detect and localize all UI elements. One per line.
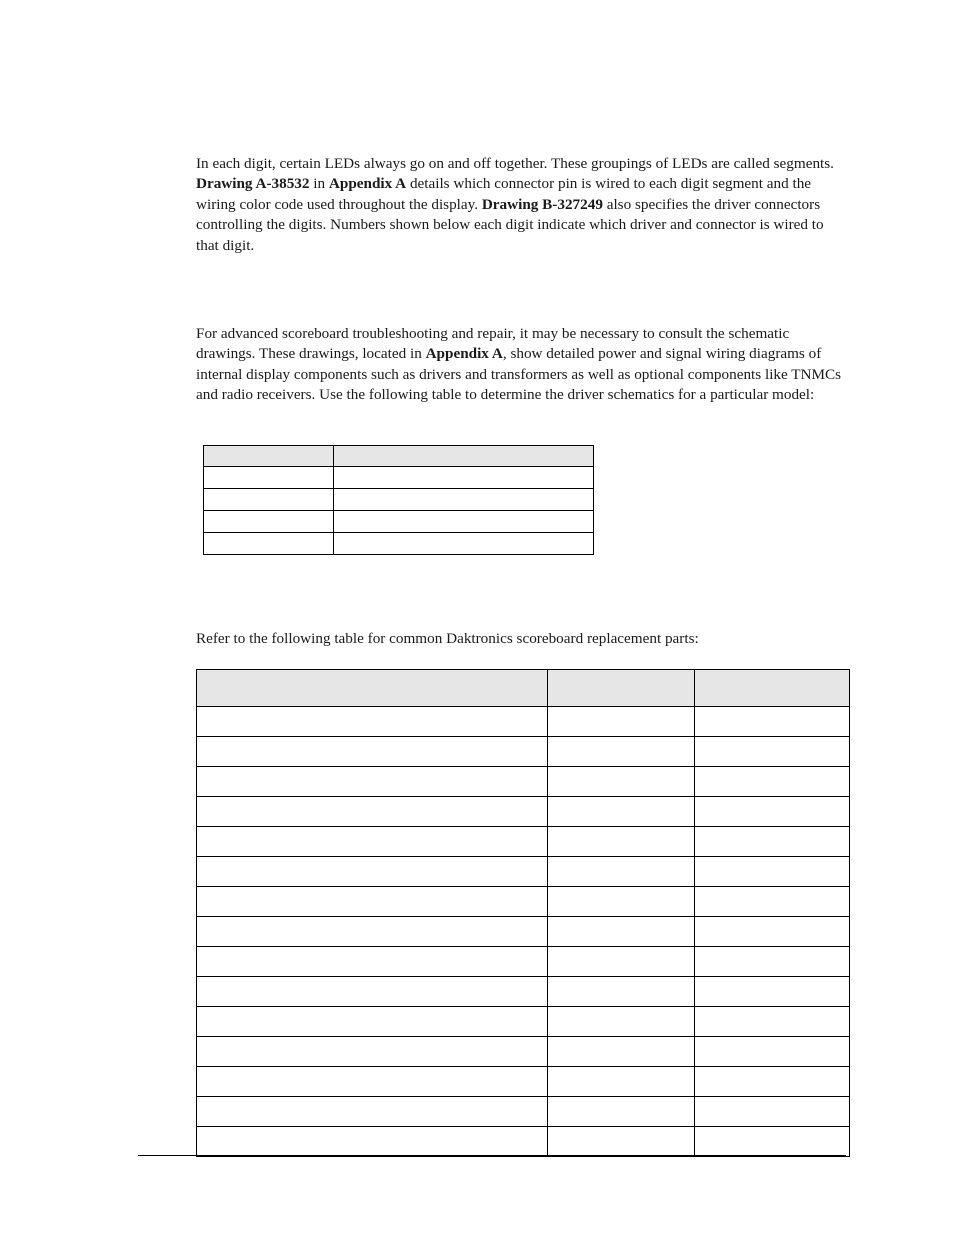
table-row: [197, 707, 850, 737]
table-row: [204, 511, 594, 533]
table-cell: [197, 1067, 548, 1097]
table-row: [197, 797, 850, 827]
table-cell: [548, 707, 695, 737]
drawing-a-38532-ref: Drawing A-38532: [196, 175, 310, 193]
appendix-a-ref: Appendix A: [328, 175, 407, 193]
table-row: [197, 917, 850, 947]
table-cell: [548, 917, 695, 947]
table-row: [197, 1097, 850, 1127]
table-cell: [548, 857, 695, 887]
table-row: [197, 1067, 850, 1097]
table-cell: [197, 827, 548, 857]
table-cell: [548, 737, 695, 767]
table-cell: [204, 489, 334, 511]
table-row: [197, 737, 850, 767]
table-cell: [548, 797, 695, 827]
table-cell: [695, 797, 850, 827]
table-row: [197, 857, 850, 887]
table-cell: [695, 827, 850, 857]
table-row: [197, 887, 850, 917]
header-cell: [197, 670, 548, 707]
table-cell: [197, 977, 548, 1007]
table-cell: [204, 467, 334, 489]
table-cell: [695, 1067, 850, 1097]
table-cell: [695, 1007, 850, 1037]
table-row: [197, 827, 850, 857]
table-cell: [695, 857, 850, 887]
table-cell: [334, 467, 594, 489]
table-row: [197, 1007, 850, 1037]
table-cell: [197, 947, 548, 977]
table-cell: [197, 1007, 548, 1037]
table-cell: [197, 737, 548, 767]
table-cell: [197, 1037, 548, 1067]
table-cell: [548, 827, 695, 857]
table-cell: [197, 917, 548, 947]
table-cell: [695, 767, 850, 797]
table-cell: [548, 1067, 695, 1097]
table-row: [197, 1037, 850, 1067]
driver-schematics-table: [203, 445, 594, 555]
table-header-row: [197, 670, 850, 707]
schematics-paragraph: For advanced scoreboard troubleshooting and repair, it may be necessary to consult the schematic drawings. These drawings, located in Appendix A, show detailed power and signal wiring diagrams of internal display components such as drivers and transformers as well as optional components like TNMCs and radio receivers. Use the following table to determine the driver schematics for a particular model:: [196, 325, 842, 404]
table-cell: [548, 767, 695, 797]
table-cell: [695, 1127, 850, 1157]
header-cell: [695, 670, 850, 707]
table-row: [204, 533, 594, 555]
table-cell: [695, 917, 850, 947]
drawing-b-327249-ref: Drawing B-327249: [481, 195, 603, 213]
table-header-row: [204, 446, 594, 467]
table-cell: [548, 887, 695, 917]
table-cell: [695, 1097, 850, 1127]
segments-paragraph: In each digit, certain LEDs always go on and off together. These groupings of LEDs are called segments. Drawing A-38532 in Appendix A details which connector pin is wired to each digit segment and the wiring color code used throughout the display. Drawing B-327249 also specifies the driver connectors controlling the digits. Numbers shown below each digit indicate which driver and connector is wired to that digit.: [196, 155, 834, 254]
table-row: [204, 489, 594, 511]
table-cell: [197, 1127, 548, 1157]
table-cell: [334, 533, 594, 555]
table-cell: [197, 857, 548, 887]
appendix-a-ref: Appendix A: [425, 345, 503, 363]
table-cell: [548, 1097, 695, 1127]
header-cell: [204, 446, 334, 467]
header-cell: [548, 670, 695, 707]
table-cell: [695, 1037, 850, 1067]
table-cell: [204, 511, 334, 533]
table-row: [197, 947, 850, 977]
table-cell: [334, 511, 594, 533]
table-row: [197, 767, 850, 797]
table-cell: [334, 489, 594, 511]
table-cell: [197, 707, 548, 737]
table-cell: [197, 767, 548, 797]
table-row: [197, 977, 850, 1007]
table-cell: [548, 977, 695, 1007]
table-cell: [695, 887, 850, 917]
table-cell: [548, 1007, 695, 1037]
table-row: [204, 467, 594, 489]
table-cell: [695, 947, 850, 977]
table-cell: [197, 1097, 548, 1127]
table-cell: [197, 887, 548, 917]
table-cell: [548, 1127, 695, 1157]
table-cell: [197, 797, 548, 827]
replacement-parts-table: [196, 669, 850, 1157]
footer-divider: [138, 1155, 846, 1156]
table-cell: [548, 947, 695, 977]
table-row: [197, 1127, 850, 1157]
table-cell: [695, 737, 850, 767]
table-cell: [695, 707, 850, 737]
replacement-parts-intro: Refer to the following table for common Daktronics scoreboard replacement parts:: [196, 630, 699, 647]
table-cell: [695, 977, 850, 1007]
header-cell: [334, 446, 594, 467]
table-cell: [548, 1037, 695, 1067]
table-cell: [204, 533, 334, 555]
